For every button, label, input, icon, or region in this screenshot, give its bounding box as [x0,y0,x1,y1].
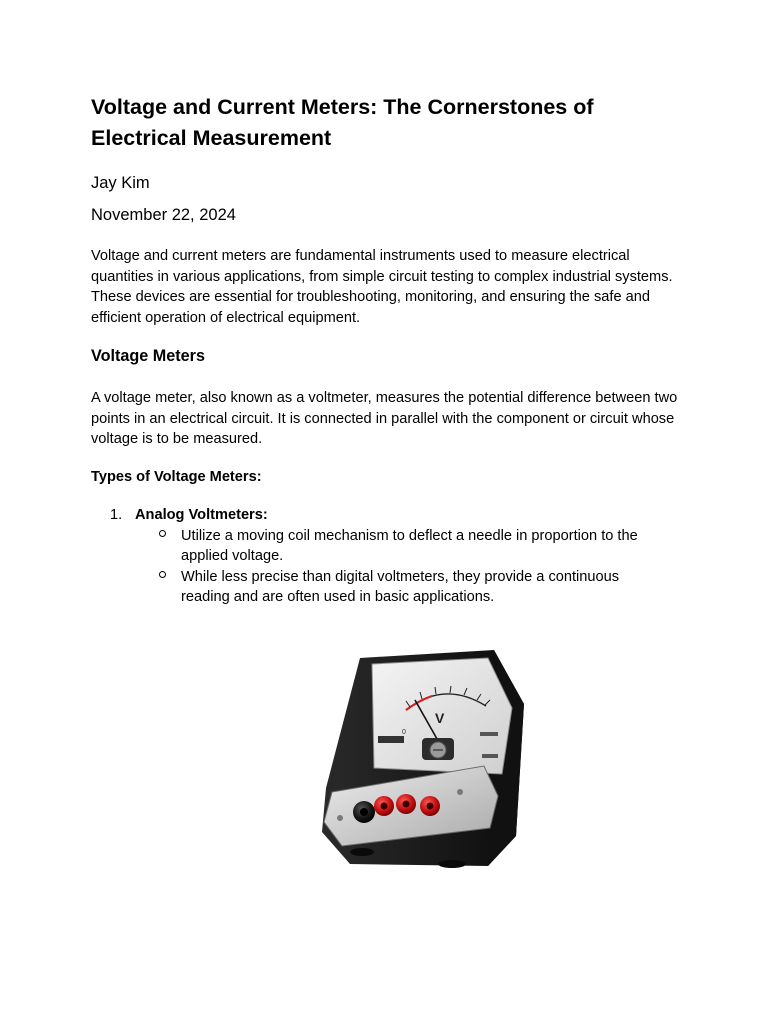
list-item-label: Analog Voltmeters: [135,507,268,523]
intro-paragraph: Voltage and current meters are fundamental instruments used to measure electrical quantities in various applications, from simple circuit testing to complex industrial systems. These devices are essential for troubleshooting, monitoring, and ensuring the safe and efficient operation of electrical equipment. [91,248,673,326]
document-title: Voltage and Current Meters: The Cornerstones of Electrical Measurement [91,95,594,150]
sub-bullet-item [181,567,671,608]
dial-zero-label: 0 [402,729,406,736]
meter-foot [438,860,466,868]
brand-badge [378,736,404,743]
sub-bullet-text: Utilize a moving coil mechanism to deflect a needle in proportion to the applied voltage. [181,527,638,564]
voltage-meter-description: A voltage meter, also known as a voltmeter, measures the potential difference between two points in an electrical circuit. It is connected in parallel with the component or circuit whose voltage is to be measured. [91,390,678,447]
sub-bullet-item [181,526,671,567]
sub-bullet-list [181,526,671,608]
list-item-number: 1. [110,507,123,523]
hollow-circle-bullet-icon [159,530,166,537]
analog-voltmeter-image [302,628,560,893]
model-label [480,732,498,736]
list-item-heading [110,505,670,526]
section-heading-voltage-meters: Voltage Meters [91,347,205,365]
list-item [110,505,670,608]
dial-unit-letter: V [435,710,445,726]
hollow-circle-bullet-icon [159,571,166,578]
publication-date: November 22, 2024 [91,206,236,224]
voltmeter-illustration [302,628,560,893]
voltage-meter-types-list [110,505,670,608]
meter-foot [350,848,374,856]
sub-bullet-text: While less precise than digital voltmeters, they provide a continuous reading and are often used in basic applications. [181,568,620,605]
screw [337,815,343,821]
subheading-types-of-voltage-meters: Types of Voltage Meters: [91,469,262,485]
author-name: Jay Kim [91,174,150,192]
range-label [482,754,498,758]
screw [457,789,463,795]
